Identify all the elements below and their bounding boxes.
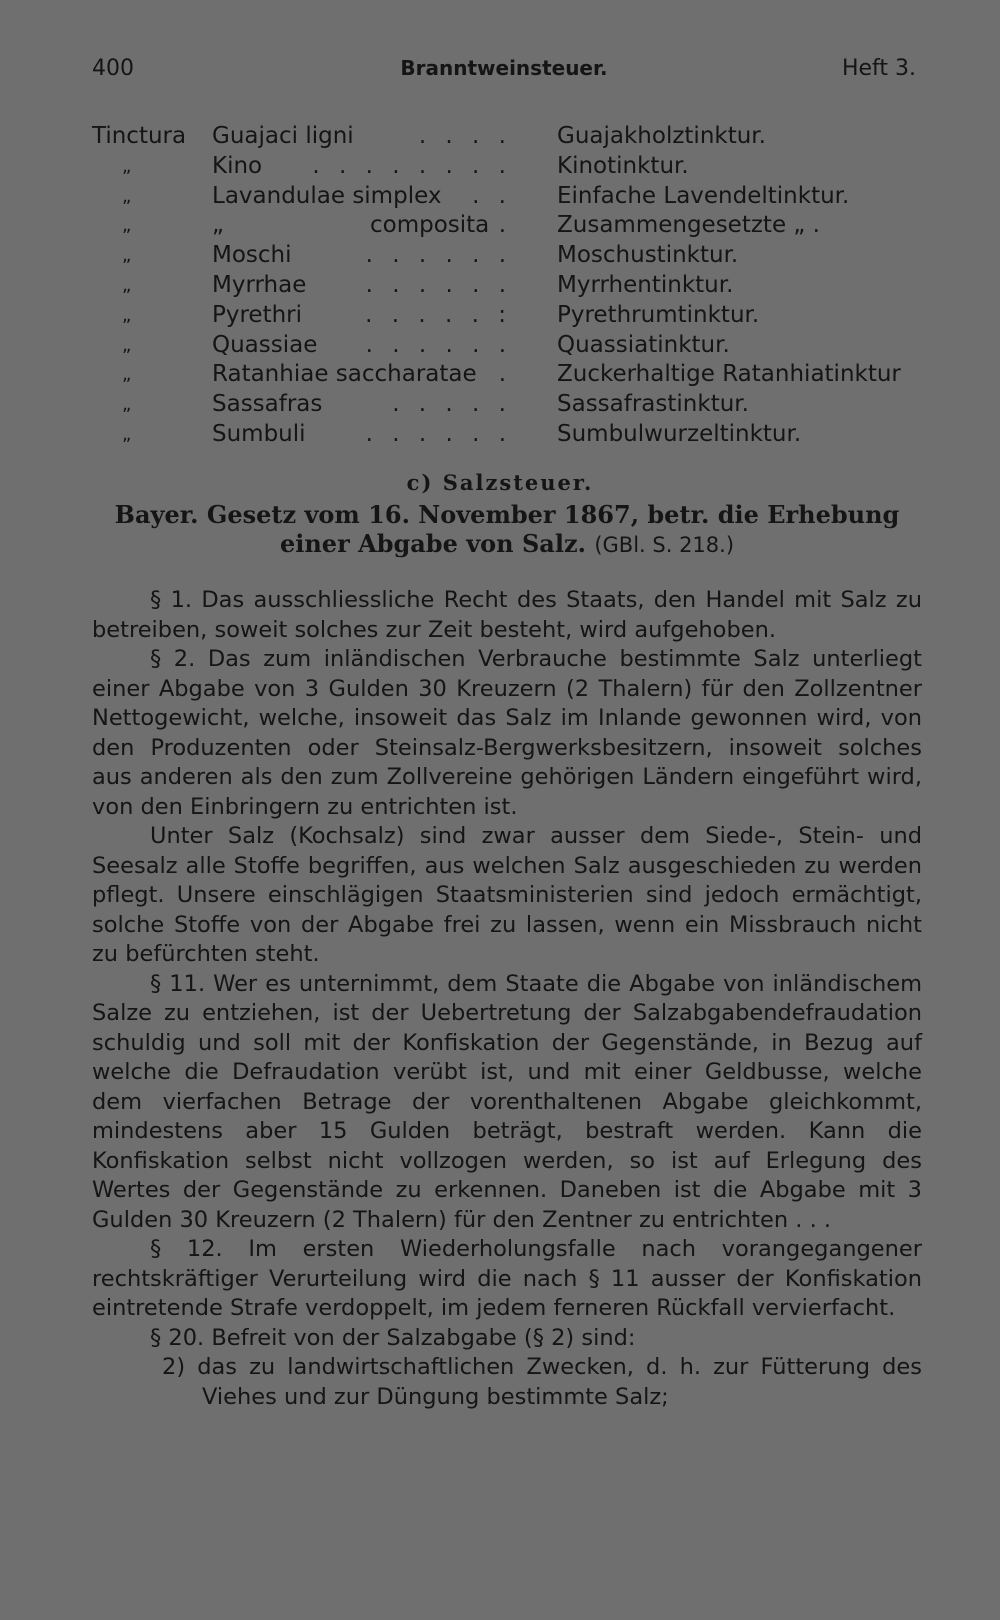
leader-dots: . . . . (418, 123, 512, 149)
tincture-row (92, 271, 932, 301)
tincture-row (92, 390, 932, 420)
list-item: 2) das zu landwirtschaftlichen Zwecken, d. h. zur Fütterung des Viehes und zur Düngung bestimmte Salz; (162, 1354, 922, 1410)
tincture-german-name: Kinotinktur. (557, 152, 689, 179)
ditto-mark: „ (122, 155, 132, 177)
tincture-latin-name: Quassiae (212, 331, 318, 358)
section-heading: c) Salzsteuer. (406, 470, 594, 495)
leader-dots: . (498, 361, 512, 388)
tincture-german-name: Sumbulwurzeltinktur. (557, 420, 802, 447)
tincture-latin-variant: composita (370, 212, 490, 239)
tincture-latin-name: Lavandulae simplex (212, 182, 442, 209)
paragraph: § 11. Wer es unternimmt, dem Staate die Abgabe von inländischem Salze zu entziehen, ist der Uebertretung der Salzabgabendefraudation schuldig und soll mit der Konfiskation der Gegenstände, in Bezug auf welche die Defraudation verübt ist, und mit einer Geldbusse, welche dem vierfachen Betrage der vorenthaltenen Abgabe gleichkommt, mindestens aber 15 Gulden beträgt, bestraft werden. Kann die Konfiskation selbst nicht vollzogen werden, so ist auf Erlegung des Wertes der Gegenstände zu erkennen. Daneben ist die Abgabe mit 3 Gulden 30 Kreuzern (2 Thalern) für den Zentner zu entrichten . . . (92, 970, 922, 1233)
ditto-mark: „ (122, 245, 132, 267)
running-title: Branntweinsteuer. (400, 56, 608, 80)
law-citation: (GBl. S. 218.) (594, 533, 735, 557)
page-number: 400 (92, 56, 134, 81)
leader-dots: . (498, 212, 512, 239)
tincture-german-name: Guajakholztinktur. (557, 123, 766, 149)
tincture-row (92, 331, 932, 361)
tincture-german-name: Pyrethrumtinktur. (557, 301, 760, 328)
leader-dots: . . . . . . (365, 331, 512, 358)
tincture-german-name: Zuckerhaltige Ratanhiatinktur (557, 361, 901, 388)
ditto-mark: „ (122, 274, 132, 296)
tincture-german-name: Sassafrastinktur. (557, 391, 749, 418)
leader-dots: . . . . . (392, 391, 512, 418)
tincture-row (92, 301, 932, 331)
paragraph: § 2. Das zum inländischen Verbrauche bestimmte Salz unterliegt einer Abgabe von 3 Gulden 30 Kreuzern (2 Thalern) für den Zollzentner Nettogewicht, welche, insoweit das Salz im Inlande gewonnen wird, von den Produzenten oder Steinsalz-Bergwerksbesitzern, insoweit solches aus anderen als den zum Zollvereine gehörigen Ländern eingeführt wird, von den Einbringern zu entrichten ist. (92, 646, 922, 820)
tincture-prefix: Tinctura (92, 123, 187, 149)
tincture-latin-name: Moschi (212, 242, 292, 269)
paragraph: § 1. Das ausschliessliche Recht des Staats, den Handel mit Salz zu betreiben, soweit solches zur Zeit besteht, wird aufgehoben. (92, 587, 922, 643)
body-text (92, 586, 922, 1412)
tincture-german-name: Einfache Lavendeltinktur. (557, 182, 850, 209)
tincture-list (92, 122, 932, 450)
ditto-mark: „ (122, 394, 132, 416)
ditto-mark: „ (122, 215, 132, 237)
paragraph: § 20. Befreit von der Salzabgabe (§ 2) sind: (150, 1324, 636, 1351)
leader-dots: . . . . . . (365, 271, 512, 298)
tincture-row (92, 420, 932, 450)
leader-dots: . . . . . . (365, 242, 512, 269)
tincture-row (92, 122, 932, 152)
issue-label: Heft 3. (841, 56, 916, 81)
tincture-row (92, 211, 932, 241)
tincture-row (92, 152, 932, 182)
tincture-latin-name: „ (212, 212, 224, 239)
leader-dots: . . . . . . . . (312, 152, 512, 179)
ditto-mark: „ (122, 185, 132, 207)
tincture-latin-name: Pyrethri (212, 301, 303, 328)
paragraph: § 12. Im ersten Wiederholungsfalle nach vorangegangener rechtskräftiger Verurteilung wird die nach § 11 ausser der Konfiskation eintretende Strafe verdoppelt, im jedem ferneren Rückfall vervierfacht. (92, 1236, 922, 1321)
leader-dots: . . . . . . (365, 420, 512, 447)
tincture-latin-name: Kino (212, 152, 263, 179)
tincture-row (92, 360, 932, 390)
tincture-latin-name: Ratanhiae saccharatae (212, 361, 477, 388)
tincture-latin-name: Sassafras (212, 391, 323, 418)
tincture-german-name: Myrrhentinktur. (557, 271, 734, 298)
page-header (92, 56, 916, 88)
tincture-row (92, 241, 932, 271)
tincture-german-name: Zusammengesetzte „ . (557, 212, 820, 239)
tincture-row (92, 182, 932, 212)
law-title (92, 500, 922, 560)
paragraph: Unter Salz (Kochsalz) sind zwar ausser dem Siede-, Stein- und Seesalz alle Stoffe begriffen, aus welchen Salz ausgeschieden zu werden pflegt. Unsere einschlägigen Staatsministerien sind jedoch ermächtigt, solche Stoffe von der Abgabe frei zu lassen, wenn ein Missbrauch nicht zu befürchten steht. (92, 823, 922, 967)
tincture-german-name: Moschustinktur. (557, 242, 739, 269)
ditto-mark: „ (122, 364, 132, 386)
tincture-latin-name: Myrrhae (212, 271, 307, 298)
leader-dots: . . (472, 182, 512, 209)
tincture-latin-name: Guajaci ligni (212, 123, 354, 149)
ditto-mark: „ (122, 423, 132, 445)
leader-dots: . . . . . : (365, 301, 512, 328)
ditto-mark: „ (122, 334, 132, 356)
law-title-text: Bayer. Gesetz vom 16. November 1867, betr. die Erhebung einer Abgabe von Salz. (114, 500, 900, 558)
tincture-german-name: Quassiatinktur. (557, 331, 730, 358)
ditto-mark: „ (122, 304, 132, 326)
tincture-latin-name: Sumbuli (212, 420, 306, 447)
